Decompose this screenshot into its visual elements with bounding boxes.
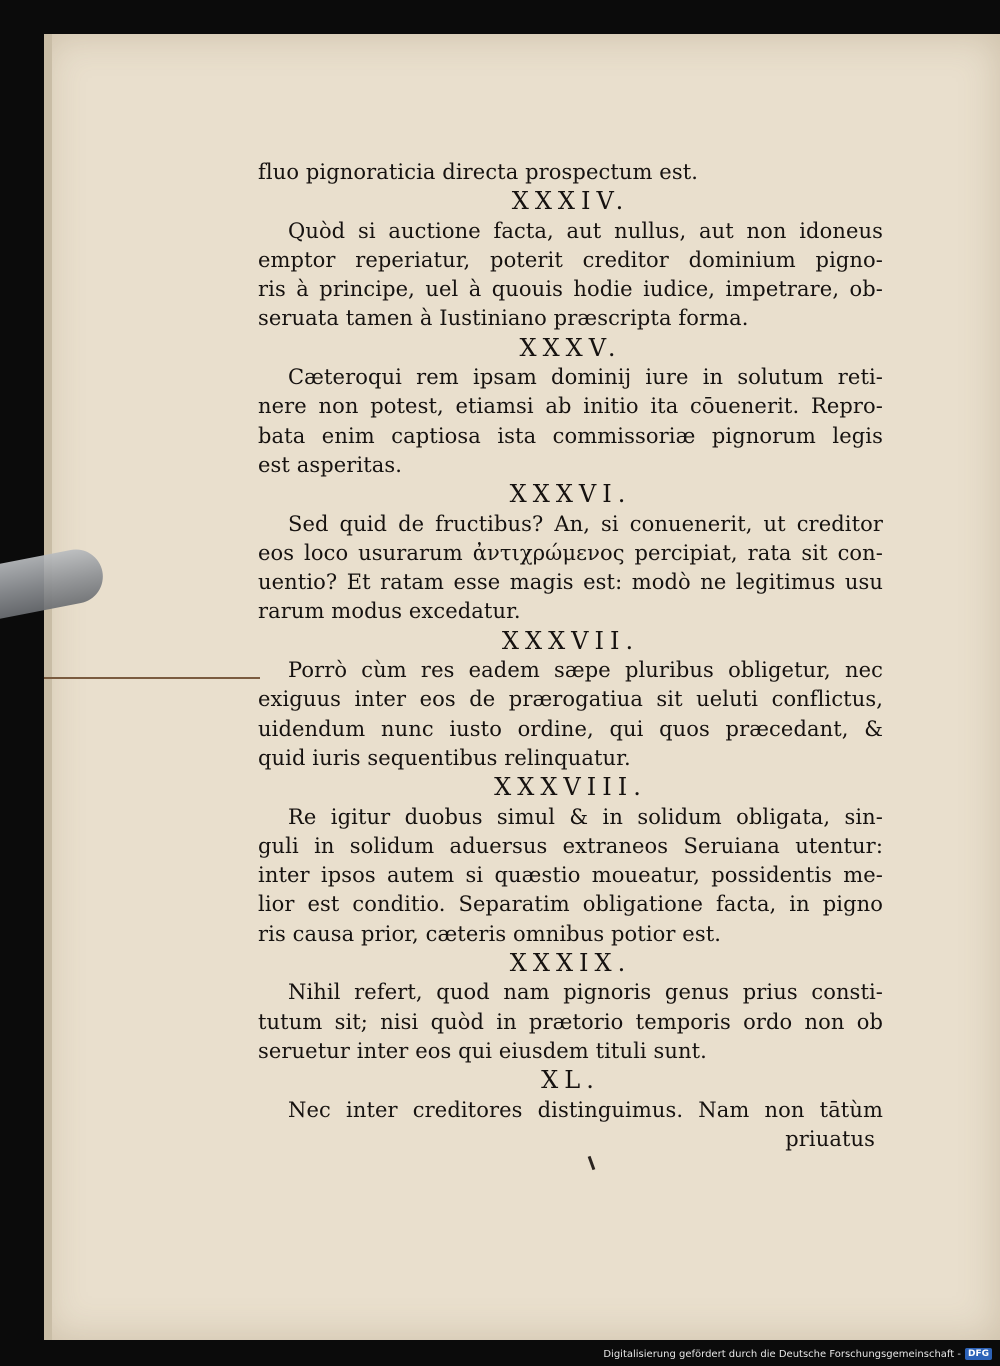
text-line: fluo pignoraticia directa prospectum est. <box>258 160 699 184</box>
credit-text: Digitalisierung gefördert durch die Deutsche Forschungsgemeinschaft - <box>603 1348 961 1360</box>
section-number: XXXVI. <box>509 480 632 509</box>
text-line: Nihil refert, quod nam pignoris genus prius consti- <box>288 980 883 1005</box>
text-line: Porrò cùm res eadem sæpe pluribus obligetur, nec <box>288 658 883 683</box>
section-number: XL. <box>541 1066 600 1095</box>
dfg-logo: DFG <box>965 1348 992 1360</box>
text-line: tutum sit; nisi quòd in prætorio temporis ordo non ob <box>258 1009 883 1034</box>
text-line: est asperitas. <box>258 452 403 477</box>
text-line: seruata tamen à Iustiniano præscripta forma. <box>258 306 749 331</box>
section-number: XXXIX. <box>509 949 632 978</box>
text-line: quid iuris sequentibus relinquatur. <box>258 745 631 770</box>
text-line: ris causa prior, cæteris omnibus potior est. <box>258 921 722 946</box>
text-line: exiguus inter eos de prærogatiua sit ueluti conflictus, <box>258 687 883 712</box>
text-line: rarum modus excedatur. <box>258 599 521 624</box>
section-number: XXXV. <box>519 333 622 362</box>
text-line: Nec inter creditores distinguimus. Nam non tātùm <box>288 1097 883 1122</box>
text-line: lior est conditio. Separatim obligatione facta, in pigno <box>258 892 883 917</box>
section-number: XXXIV. <box>511 187 630 216</box>
text-line: guli in solidum aduersus extraneos Seruiana utentur: <box>258 833 883 858</box>
page-edge <box>44 34 52 1340</box>
text-line: uidendum nunc iusto ordine, qui quos præcedant, & <box>258 716 883 741</box>
text-line: Sed quid de fructibus? An, si conuenerit, ut creditor <box>288 511 883 536</box>
printed-text-block <box>258 158 883 1154</box>
text-line: uentio? Et ratam esse magis est: modò ne legitimus usu <box>258 570 883 595</box>
text-line: Cæteroqui rem ipsam dominij iure in solutum reti- <box>288 365 883 390</box>
text-line: bata enim captiosa ista commissoriæ pignorum legis <box>258 423 883 448</box>
text-line: Quòd si auctione facta, aut nullus, aut non idoneus <box>288 218 883 243</box>
text-line: eos loco usurarum ἀντιχρώμενος percipiat, rata sit con- <box>258 540 883 565</box>
catchword: priuatus <box>785 1126 875 1151</box>
text-line: seruetur inter eos qui eiusdem tituli sunt. <box>258 1038 707 1063</box>
text-line: inter ipsos autem si quæstio moueatur, possidentis me- <box>258 863 883 888</box>
section-number: XXXVII. <box>501 626 640 655</box>
text-line: emptor reperiatur, poterit creditor dominium pigno- <box>258 247 883 272</box>
text-line: Re igitur duobus simul & in solidum obligata, sin- <box>288 804 883 829</box>
text-line: ris à principe, uel à quouis hodie iudice, impetrare, ob- <box>258 277 883 302</box>
section-number: XXXVIII. <box>494 773 647 802</box>
page-crease <box>44 677 260 679</box>
text-line: nere non potest, etiamsi ab initio ita cōuenerit. Repro- <box>258 394 883 419</box>
digitization-credit <box>603 1348 992 1360</box>
